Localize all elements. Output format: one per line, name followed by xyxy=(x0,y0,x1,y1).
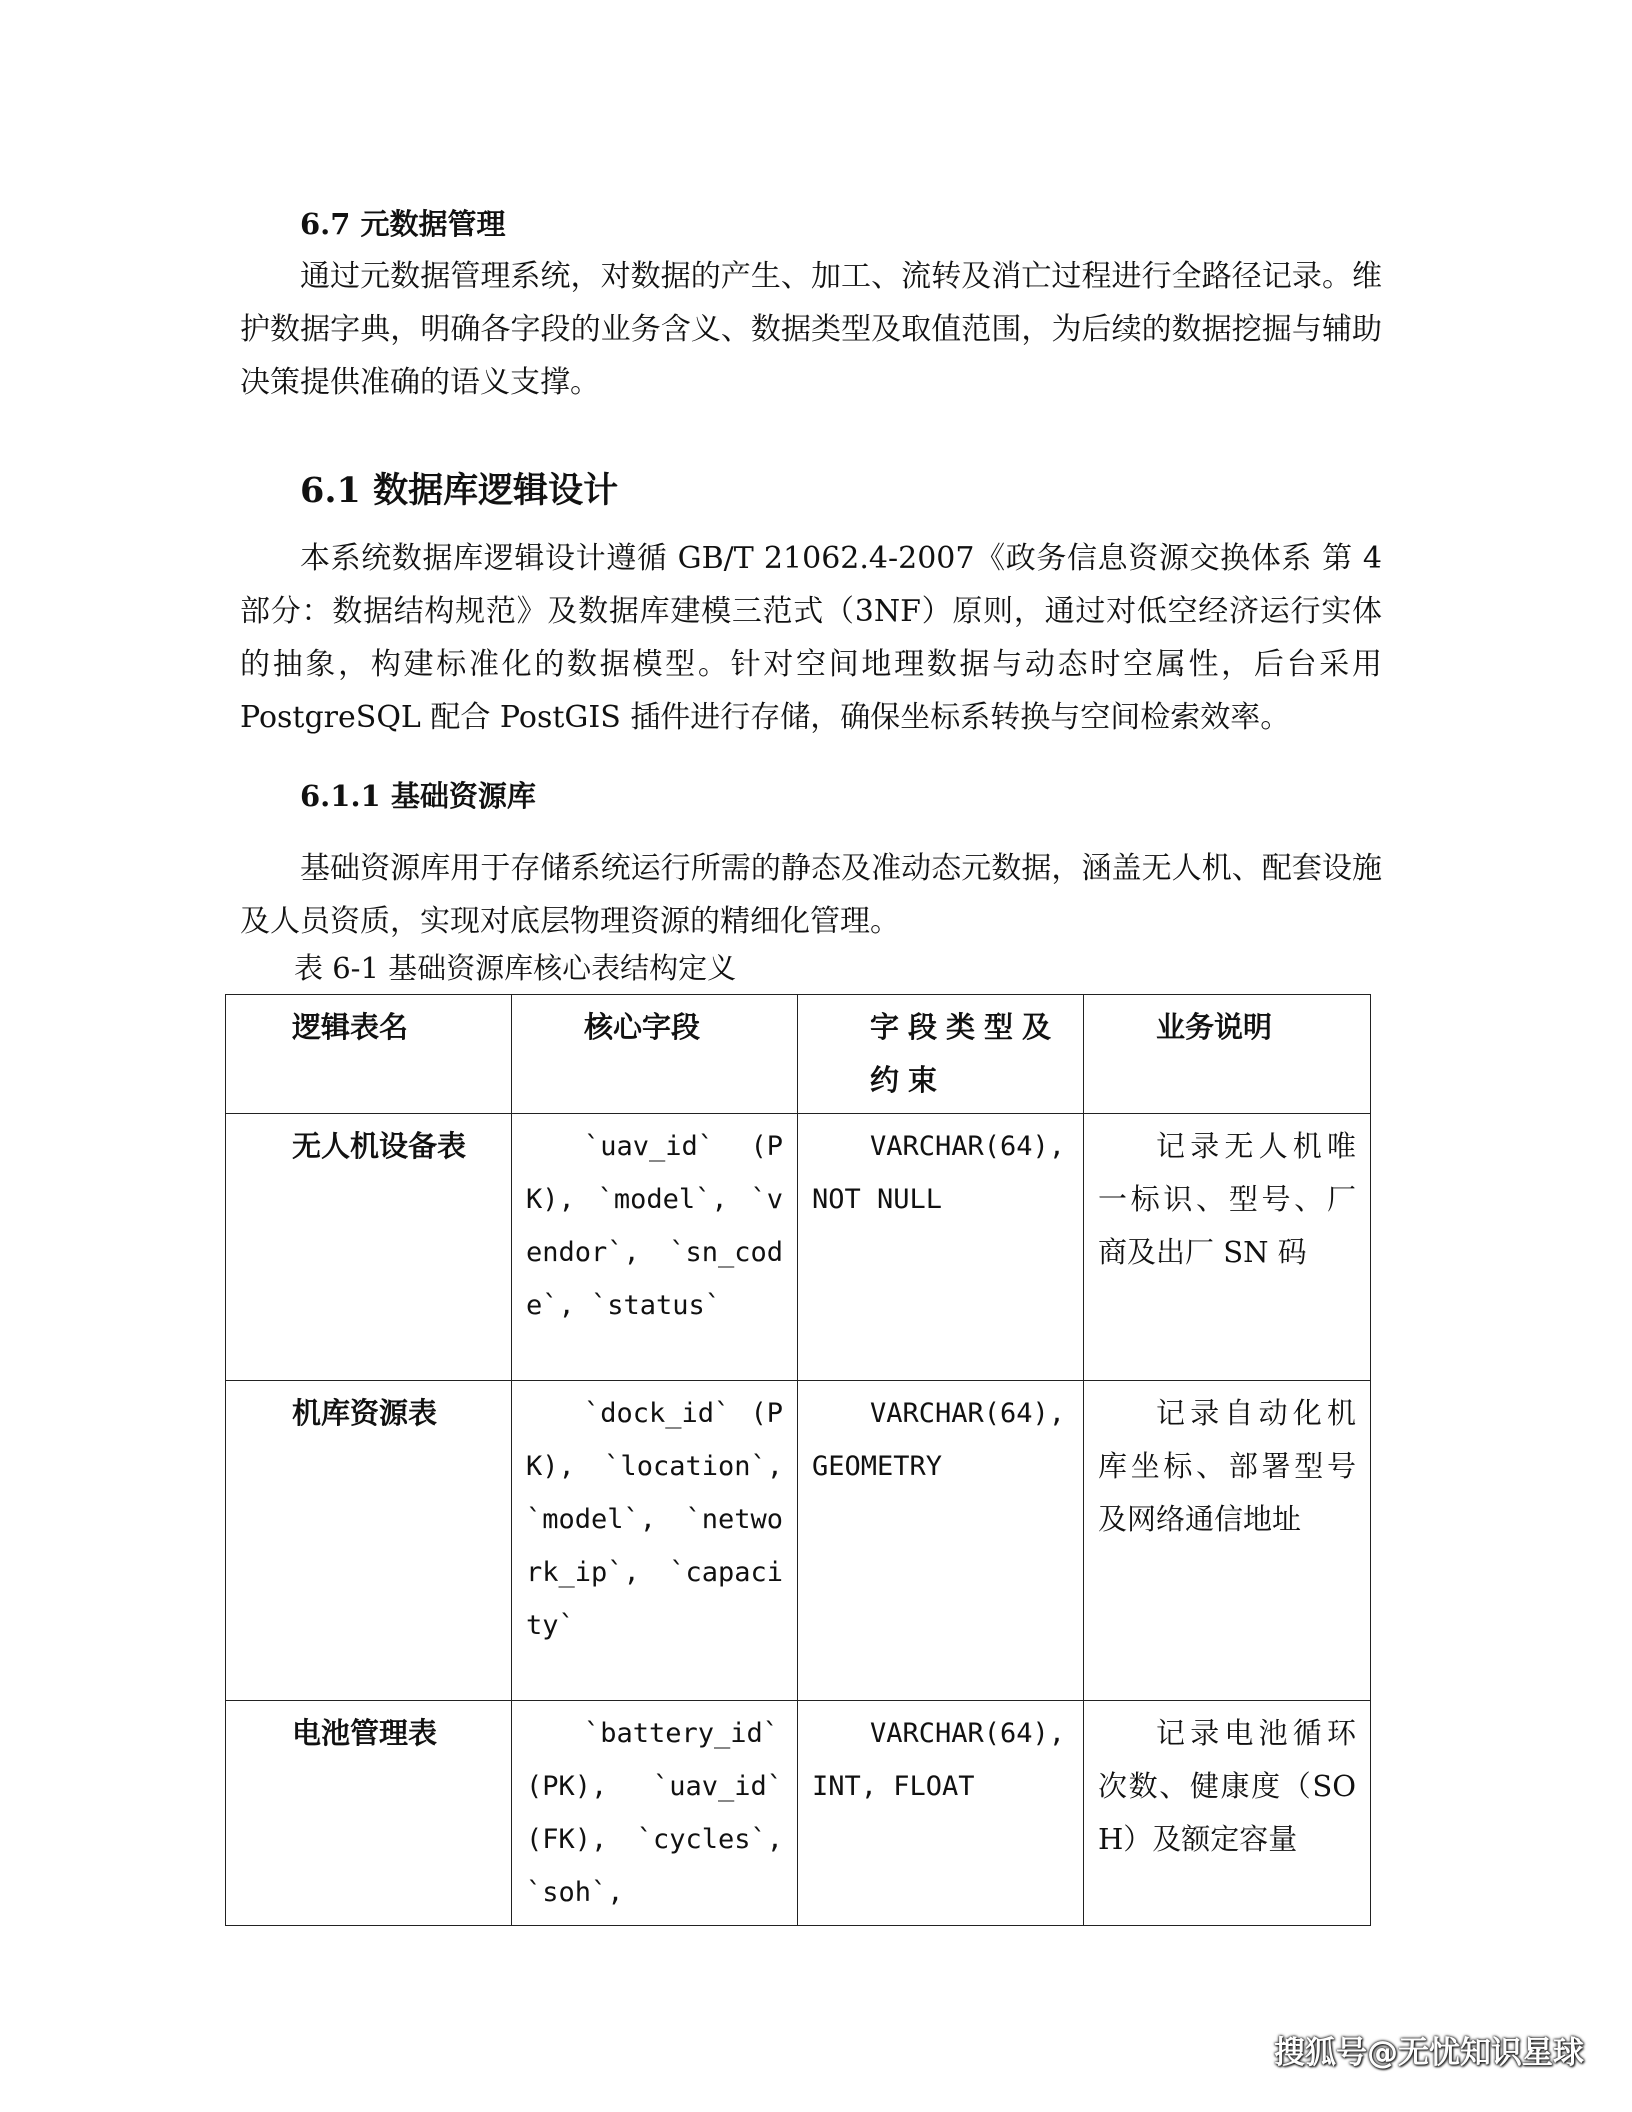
table-name-cell: 电池管理表 xyxy=(226,1701,512,1926)
header-cell: 字段类型及约束 xyxy=(798,995,1084,1114)
section-6-1-paragraph: 本系统数据库逻辑设计遵循 GB/T 21062.4-2007《政务信息资源交换体系 第 4 部分：数据结构规范》及数据库建模三范式（3NF）原则，通过对低空经济运行实体的抽象，构建标准化的数据模型。针对空间地理数据与动态时空属性，后台采用 PostgreSQL 配合 PostGIS 插件进行存储，确保坐标系转换与空间检索效率。 xyxy=(240,541,1382,735)
table-row xyxy=(226,1381,1371,1701)
section-6-1-heading: 6.1 数据库逻辑设计 xyxy=(300,470,619,511)
table-types-cell: VARCHAR(64), GEOMETRY xyxy=(798,1381,1084,1701)
resource-table xyxy=(225,994,1371,1926)
header-cell: 逻辑表名 xyxy=(226,995,512,1114)
table-description-cell: 记录无人机唯一标识、型号、厂商及出厂 SN 码 xyxy=(1084,1114,1371,1381)
table-name-cell: 无人机设备表 xyxy=(226,1114,512,1381)
section-6-1-1-heading: 6.1.1 基础资源库 xyxy=(300,779,536,813)
table-fields-cell: `dock_id` (PK), `location`, `model`, `network_ip`, `capacity` xyxy=(512,1381,798,1701)
header-cell: 核心字段 xyxy=(512,995,798,1114)
table-row xyxy=(226,1114,1371,1381)
table-row xyxy=(226,1701,1371,1926)
section-6-1-1-paragraph: 基础资源库用于存储系统运行所需的静态及准动态元数据，涵盖无人机、配套设施及人员资质，实现对底层物理资源的精细化管理。 xyxy=(240,851,1382,939)
table-fields-cell: `battery_id` (PK), `uav_id` (FK), `cycles`, `soh`, xyxy=(512,1701,798,1926)
table-caption: 表 6-1 基础资源库核心表结构定义 xyxy=(294,951,737,985)
table-description-cell: 记录自动化机库坐标、部署型号及网络通信地址 xyxy=(1084,1381,1371,1701)
table-description-cell: 记录电池循环次数、健康度（SOH）及额定容量 xyxy=(1084,1701,1371,1926)
watermark: 搜狐号@无忧知识星球 xyxy=(1274,2035,1584,2071)
table-header-row xyxy=(226,995,1371,1114)
table-fields-cell: `uav_id` (PK), `model`, `vendor`, `sn_code`, `status` xyxy=(512,1114,798,1381)
section-6-7-paragraph: 通过元数据管理系统，对数据的产生、加工、流转及消亡过程进行全路径记录。维护数据字典，明确各字段的业务含义、数据类型及取值范围，为后续的数据挖掘与辅助决策提供准确的语义支撑。 xyxy=(240,259,1382,400)
table-types-cell: VARCHAR(64), INT, FLOAT xyxy=(798,1701,1084,1926)
table-name-cell: 机库资源表 xyxy=(226,1381,512,1701)
header-cell: 业务说明 xyxy=(1084,995,1371,1114)
section-6-7-heading: 6.7 元数据管理 xyxy=(300,207,506,241)
table-types-cell: VARCHAR(64), NOT NULL xyxy=(798,1114,1084,1381)
